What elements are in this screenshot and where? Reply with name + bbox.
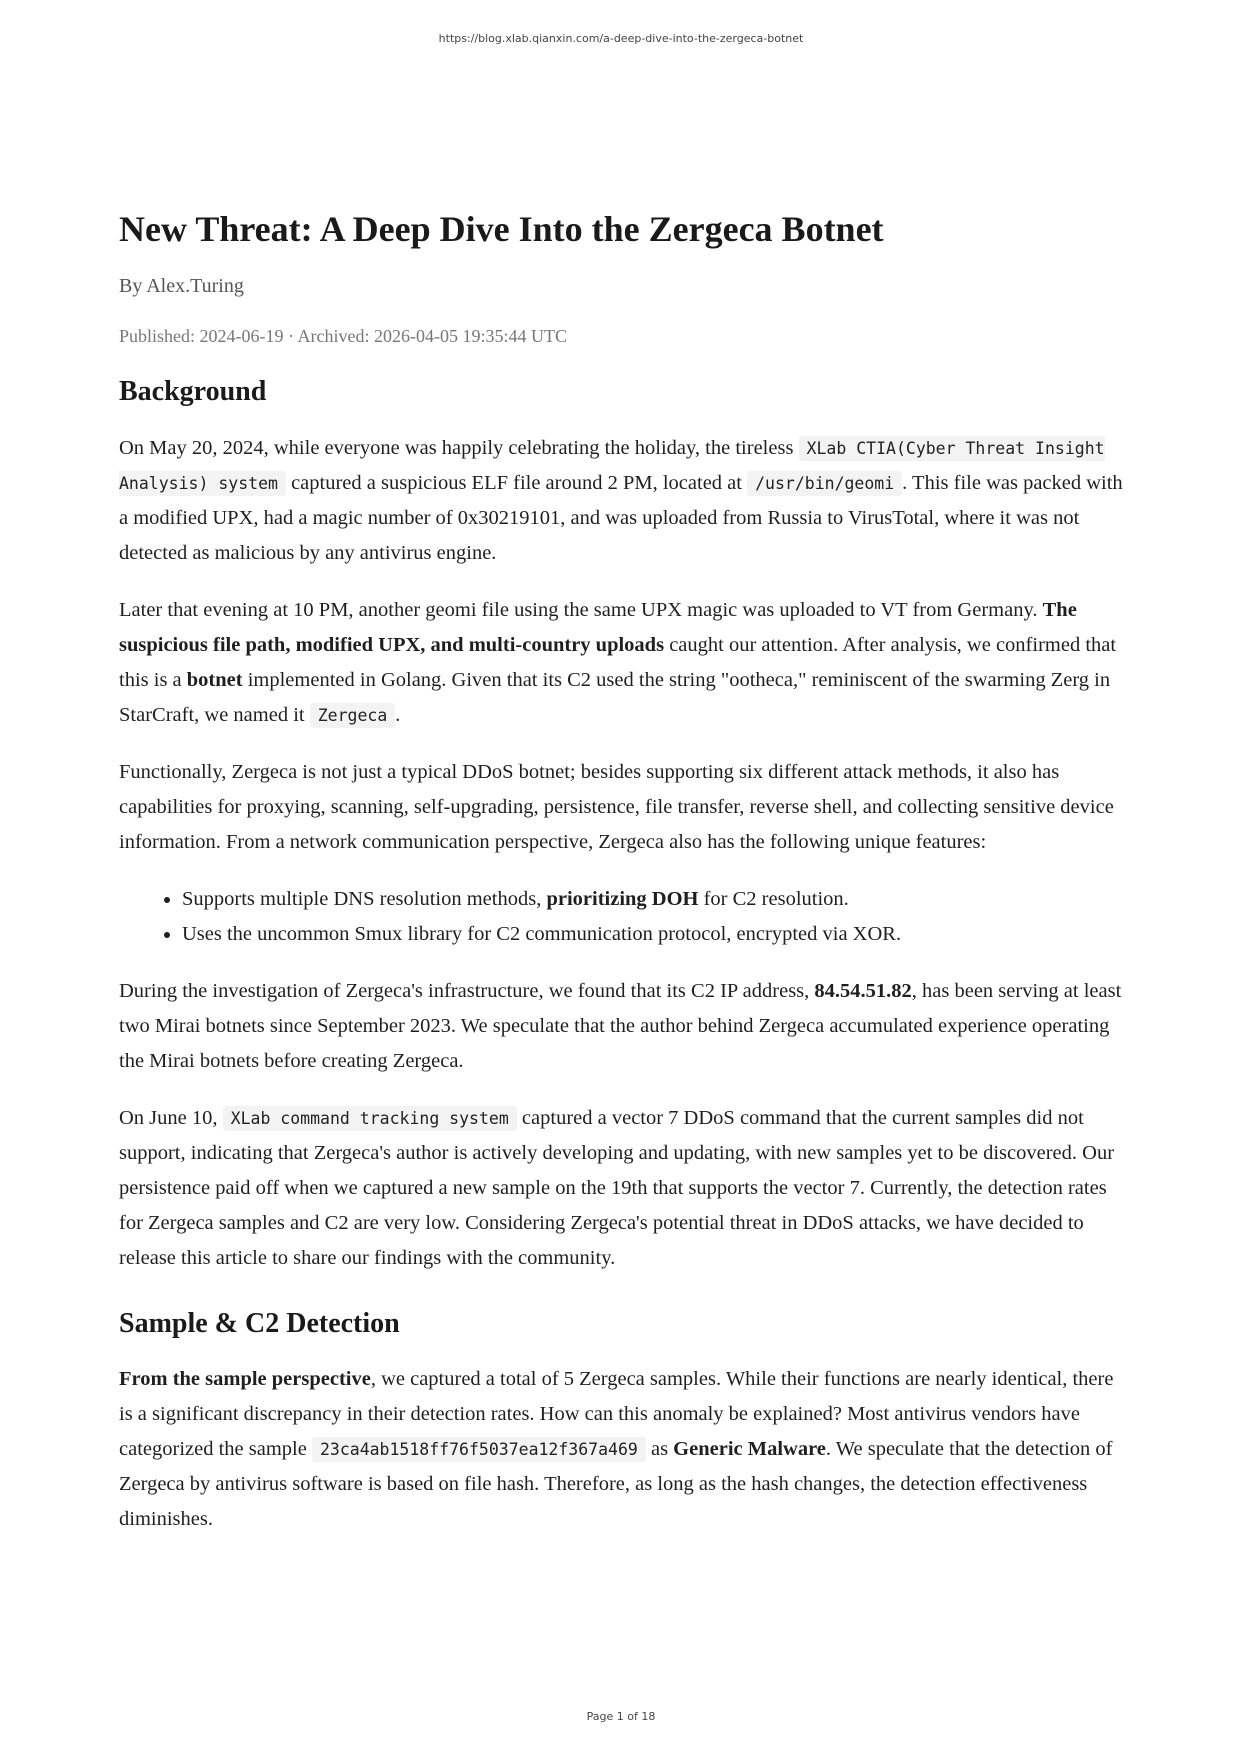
author-byline: By Alex.Turing — [119, 275, 244, 298]
bold-text: From the sample perspective — [119, 1367, 371, 1390]
paragraph — [119, 431, 1129, 571]
text: . — [395, 703, 401, 726]
text: During the investigation of Zergeca's infrastructure, we found that its C2 IP address, — [119, 979, 815, 1002]
inline-code: Zergeca — [310, 703, 396, 728]
inline-code: XLab command tracking system — [223, 1106, 517, 1131]
text: caught our attention. After analysis, we confirmed that this is a — [119, 633, 1117, 691]
text: as — [645, 1437, 674, 1460]
text: , we captured a total of 5 Zergeca samples. While their functions are nearly identical, there is a significant discrepancy in their detection rates. How can this anomaly be explained? Most antivirus vendors have categorized the sample — [119, 1367, 1114, 1460]
text: Later that evening at 10 PM, another geomi file using the same UPX magic was uploaded to VT from Germany. — [119, 598, 1043, 621]
text: On May 20, 2024, while everyone was happily celebrating the holiday, the tireless — [119, 436, 799, 459]
text: , has been serving at least two Mirai botnets since September 2023. We speculate that the author behind Zergeca accumulated experience operating the Mirai botnets before creating Zergeca. — [119, 979, 1122, 1072]
section-heading-detection: Sample & C2 Detection — [119, 1307, 400, 1339]
text: . This file was packed with a modified UPX, had a magic number of 0x30219101, and was uploaded from Russia to VirusTotal, where it was not detected as malicious by any antivirus engine. — [119, 471, 1123, 564]
bold-text: botnet — [186, 668, 243, 691]
publish-meta: Published: 2024-06-19 · Archived: 2026-04-05 19:35:44 UTC — [119, 326, 567, 347]
list-item: • Uses the uncommon Smux library for C2 communication protocol, encrypted via XOR. — [182, 917, 1129, 952]
text: implemented in Golang. Given that its C2 used the string "ootheca," reminiscent of the swarming Zerg in StarCraft, we named it — [119, 668, 1111, 726]
text: captured a suspicious ELF file around 2 PM, located at — [285, 471, 748, 494]
inline-code: /usr/bin/geomi — [747, 471, 902, 496]
inline-code: 23ca4ab1518ff76f5037ea12f367a469 — [312, 1437, 646, 1462]
bold-text: 84.54.51.82 — [814, 979, 912, 1002]
text: On June 10, — [119, 1106, 223, 1129]
inline-code: XLab CTIA(Cyber Threat Insight Analysis) system — [119, 436, 1105, 496]
page-number-footer: Page 1 of 18 — [586, 1710, 656, 1723]
paragraph — [119, 1101, 1129, 1276]
text: for C2 resolution. — [698, 887, 849, 910]
paragraph — [119, 974, 1129, 1079]
text: . We speculate that the detection of Zergeca by antivirus software is based on file hash. Therefore, as long as the hash changes, the detection effectiveness diminishes. — [119, 1437, 1113, 1530]
list-item — [182, 882, 1129, 917]
article-body — [119, 208, 1129, 1559]
paragraph — [119, 1362, 1129, 1537]
feature-list — [119, 882, 1129, 952]
text: Supports multiple DNS resolution methods, — [182, 887, 547, 910]
paragraph — [119, 593, 1129, 733]
paragraph: Functionally, Zergeca is not just a typical DDoS botnet; besides supporting six different attack methods, it also has capabilities for proxying, scanning, self-upgrading, persistence, file transfer, reverse shell, and collecting sensitive device information. From a network communication perspective, Zergeca also has the following unique features: — [119, 760, 1114, 853]
section-heading-background: Background — [119, 376, 267, 408]
bold-text: The suspicious file path, modified UPX, and multi-country uploads — [119, 598, 1077, 656]
bold-text: Generic Malware — [673, 1437, 826, 1460]
bold-text: prioritizing DOH — [546, 887, 699, 910]
article-title: New Threat: A Deep Dive Into the Zergeca Botnet — [119, 209, 884, 249]
text: captured a vector 7 DDoS command that the current samples did not support, indicating that Zergeca's author is actively developing and updating, with new samples yet to be discovered. Our persistence paid off when we captured a new sample on the 19th that supports the vector 7. Currently, the detection rates for Zergeca samples and C2 are very low. Considering Zergeca's potential threat in DDoS attacks, we have decided to release this article to share our findings with the community. — [119, 1106, 1115, 1269]
page-url-header: https://blog.xlab.qianxin.com/a-deep-dive-into-the-zergeca-botnet — [438, 32, 804, 45]
